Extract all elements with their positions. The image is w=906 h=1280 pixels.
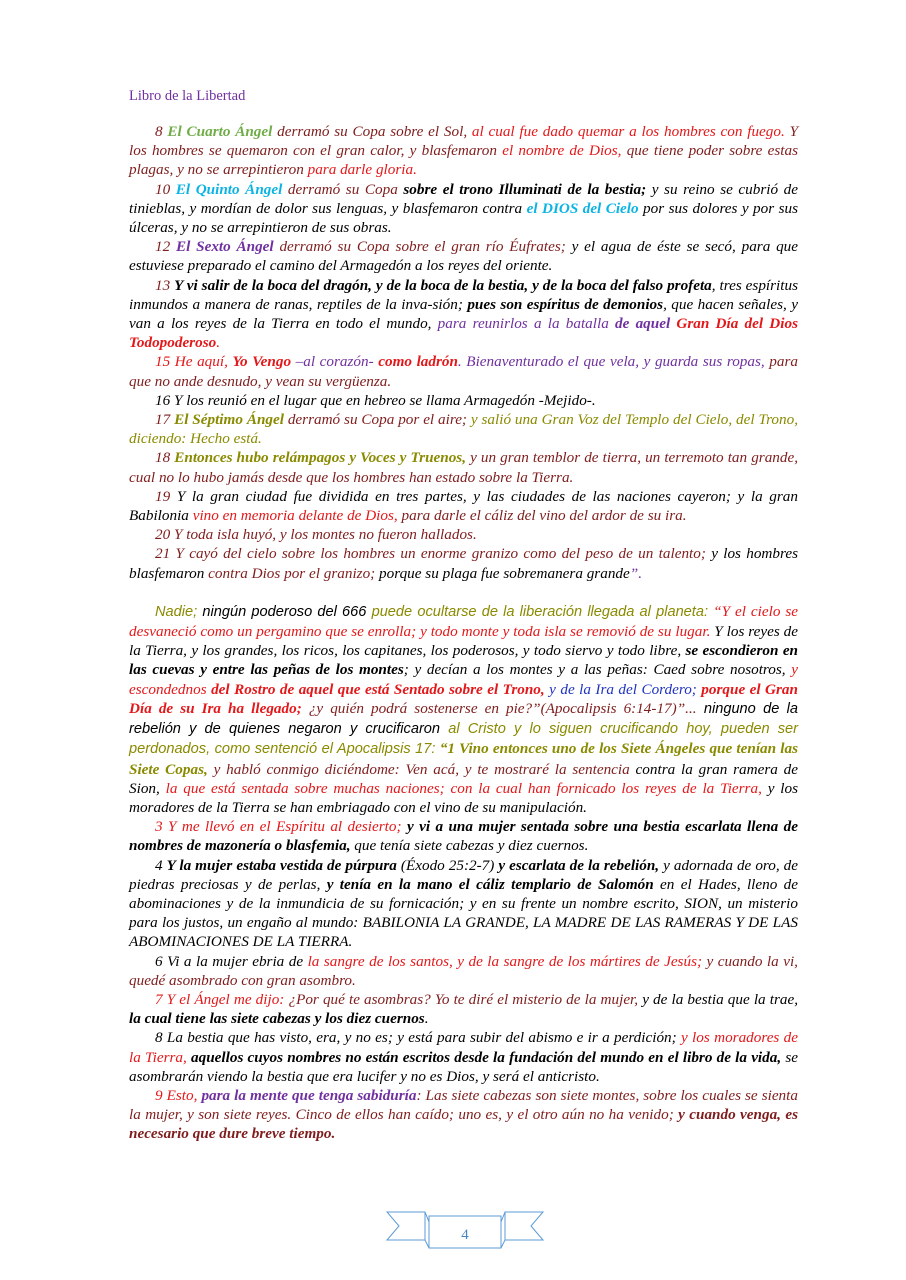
verse-20: 20 Y toda isla huyó, y los montes no fueron hallados. — [155, 526, 477, 544]
commentary-paragraph: Nadie; ningún poderoso del 666 puede ocultarse de la liberación llegada al planeta: “Y el cielo se desvaneció como un pergamino que se enrolla; y todo monte y toda isla se removió de su lugar. Y los reyes de la Tierra, y los grandes, los ricos, los capitanes, los poderosos, y todo siervo y todo libre, se escondieron en las cuevas y entre las peñas de los montes; y decían a los montes y a las peñas: Caed sobre nosotros, y escondednos del Rostro de aquel que está Sentado sobre el Trono, y de la Ira del Cordero; porque el Gran Día de su Ira ha llegado; ¿y quién podrá sostenerse en pie?”(Apocalipsis 6:14-17)”... ninguno de la rebelión y de quienes negaron y crucificaron al Cristo y lo siguen crucificando hoy, pueden ser perdonados, como sentenció el Apocalipsis 17: “1 Vino entonces uno de los Siete Ángeles que tenían las Siete Copas, y habló conmigo diciéndome: Ven acá, y te mostraré la sentencia contra la gran ramera de Sion, la que está sentada sobre muchas naciones; con la cual han fornicado los reyes de la Tierra, y los moradores de la Tierra se han embriagado con el vino de su manipulación. — [129, 602, 799, 816]
apocalipsis-17-9: 9 Esto, para la mente que tenga sabiduría: Las siete cabezas son siete montes, sobre los cuales se sienta la mujer, y son siete reyes. Cinco de ellos han caído; uno es, y el otro aún no ha venido; y cuando venga, es necesario que dure breve tiempo. — [129, 1086, 798, 1143]
verse-8: 8 El Cuarto Ángel derramó su Copa sobre el Sol, al cual fue dado quemar a los hombres con fuego. Y los hombres se quemaron con el gran calor, y blasfemaron el nombre de Dios, que tiene poder sobre estas plagas, y no se arrepintieron para darle gloria. — [129, 123, 799, 179]
verse-19: 19 Y la gran ciudad fue dividida en tres partes, y las ciudades de las naciones cayeron; y la gran Babilonia vino en memoria delante de Dios, para darle el cáliz del vino del ardor de su ira. — [129, 487, 798, 525]
apocalipsis-17-4: 4 Y la mujer estaba vestida de púrpura (Éxodo 25:2-7) y escarlata de la rebelión, y adornada de oro, de piedras preciosas y de perlas, y tenía en la mano el cáliz templario de Salomón en el Hades, lleno de abominaciones y de la inmundicia de su fornicación; y en su frente un nombre escrito, SION, un misterio para los justos, un engaño al mundo: BABILONIA LA GRANDE, LA MADRE DE LAS RAMERAS Y DE LAS ABOMINACIONES DE LA TIERRA. — [129, 856, 799, 951]
running-header: Libro de la Libertad — [129, 88, 246, 104]
angel-name: El Séptimo Ángel — [174, 411, 284, 429]
apocalipsis-17-7: 7 Y el Ángel me dijo: ¿Por qué te asombras? Yo te diré el misterio de la mujer, y de la bestia que la trae, la cual tiene las siete cabezas y los diez cuernos. — [129, 990, 799, 1028]
apocalipsis-17-8: 8 La bestia que has visto, era, y no es; y está para subir del abismo e ir a perdición; y los moradores de la Tierra, aquellos cuyos nombres no están escritos desde la fundación del mundo en el libro de la vida, se asombrarán viendo la bestia que era lucifer y no es Dios, y será el anticristo. — [129, 1029, 799, 1085]
apocalipsis-17-3: 3 Y me llevó en el Espíritu al desierto; y vi a una mujer sentada sobre una bestia escarlata llena de nombres de mazonería o blasfemia, que tenía siete cabezas y diez cuernos. — [129, 818, 798, 855]
verse-12: 12 El Sexto Ángel derramó su Copa sobre el gran río Éufrates; y el agua de éste se secó, para que estuviese preparado el camino del Armagedón a los reyes del oriente. — [129, 238, 799, 275]
page-body — [129, 122, 798, 1144]
verse-21: 21 Y cayó del cielo sobre los hombres un enorme granizo como del peso de un talento; y los hombres blasfemaron contra Dios por el granizo; porque su plaga fue sobremanera grande”. — [129, 545, 798, 582]
page-number-ribbon — [385, 1206, 545, 1252]
verse-17: 17 El Séptimo Ángel derramó su Copa por el aire; y salió una Gran Voz del Templo del Cielo, del Trono, diciendo: Hecho está. — [129, 411, 798, 448]
verse-13: 13 Y vi salir de la boca del dragón, y de la boca de la bestia, y de la boca del falso profeta, tres espíritus inmundos a manera de ranas, reptiles de la inva-sión; pues son espíritus de demonios, que hacen señales, y van a los reyes de la Tierra en todo el mundo, para reunirlos a la batalla de aquel Gran Día del Dios Todopoderoso. — [129, 276, 799, 352]
verse-16: 16 Y los reunió en el lugar que en hebreo se llama Armagedón -Mejido-. — [155, 391, 596, 409]
verse-15: 15 He aquí, Yo Vengo –al corazón- como ladrón. Bienaventurado el que vela, y guarda sus ropas, para que no ande desnudo, y vean su vergüenza. — [129, 353, 798, 390]
page-number: 4 — [461, 1227, 469, 1243]
angel-name: El Sexto Ángel — [175, 238, 274, 256]
verse-18: 18 Entonces hubo relámpagos y Voces y Truenos, y un gran temblor de tierra, un terremoto tan grande, cual no lo hubo jamás desde que los hombres han estado sobre la Tierra. — [129, 449, 799, 486]
verse-10: 10 El Quinto Ángel derramó su Copa sobre el trono Illuminati de la bestia; y su reino se cubrió de tinieblas, y mordían de dolor sus lenguas, y blasfemaron contra el DIOS del Cielo por sus dolores y por sus úlceras, y no se arrepintieron de sus obras. — [129, 180, 799, 237]
angel-name: El Quinto Ángel — [175, 180, 283, 198]
angel-name: El Cuarto Ángel — [167, 123, 273, 140]
apocalipsis-17-6: 6 Vi a la mujer ebria de la sangre de los santos, y de la sangre de los mártires de Jesús; y cuando la vi, quedé asombrado con gran asombro. — [129, 952, 798, 989]
